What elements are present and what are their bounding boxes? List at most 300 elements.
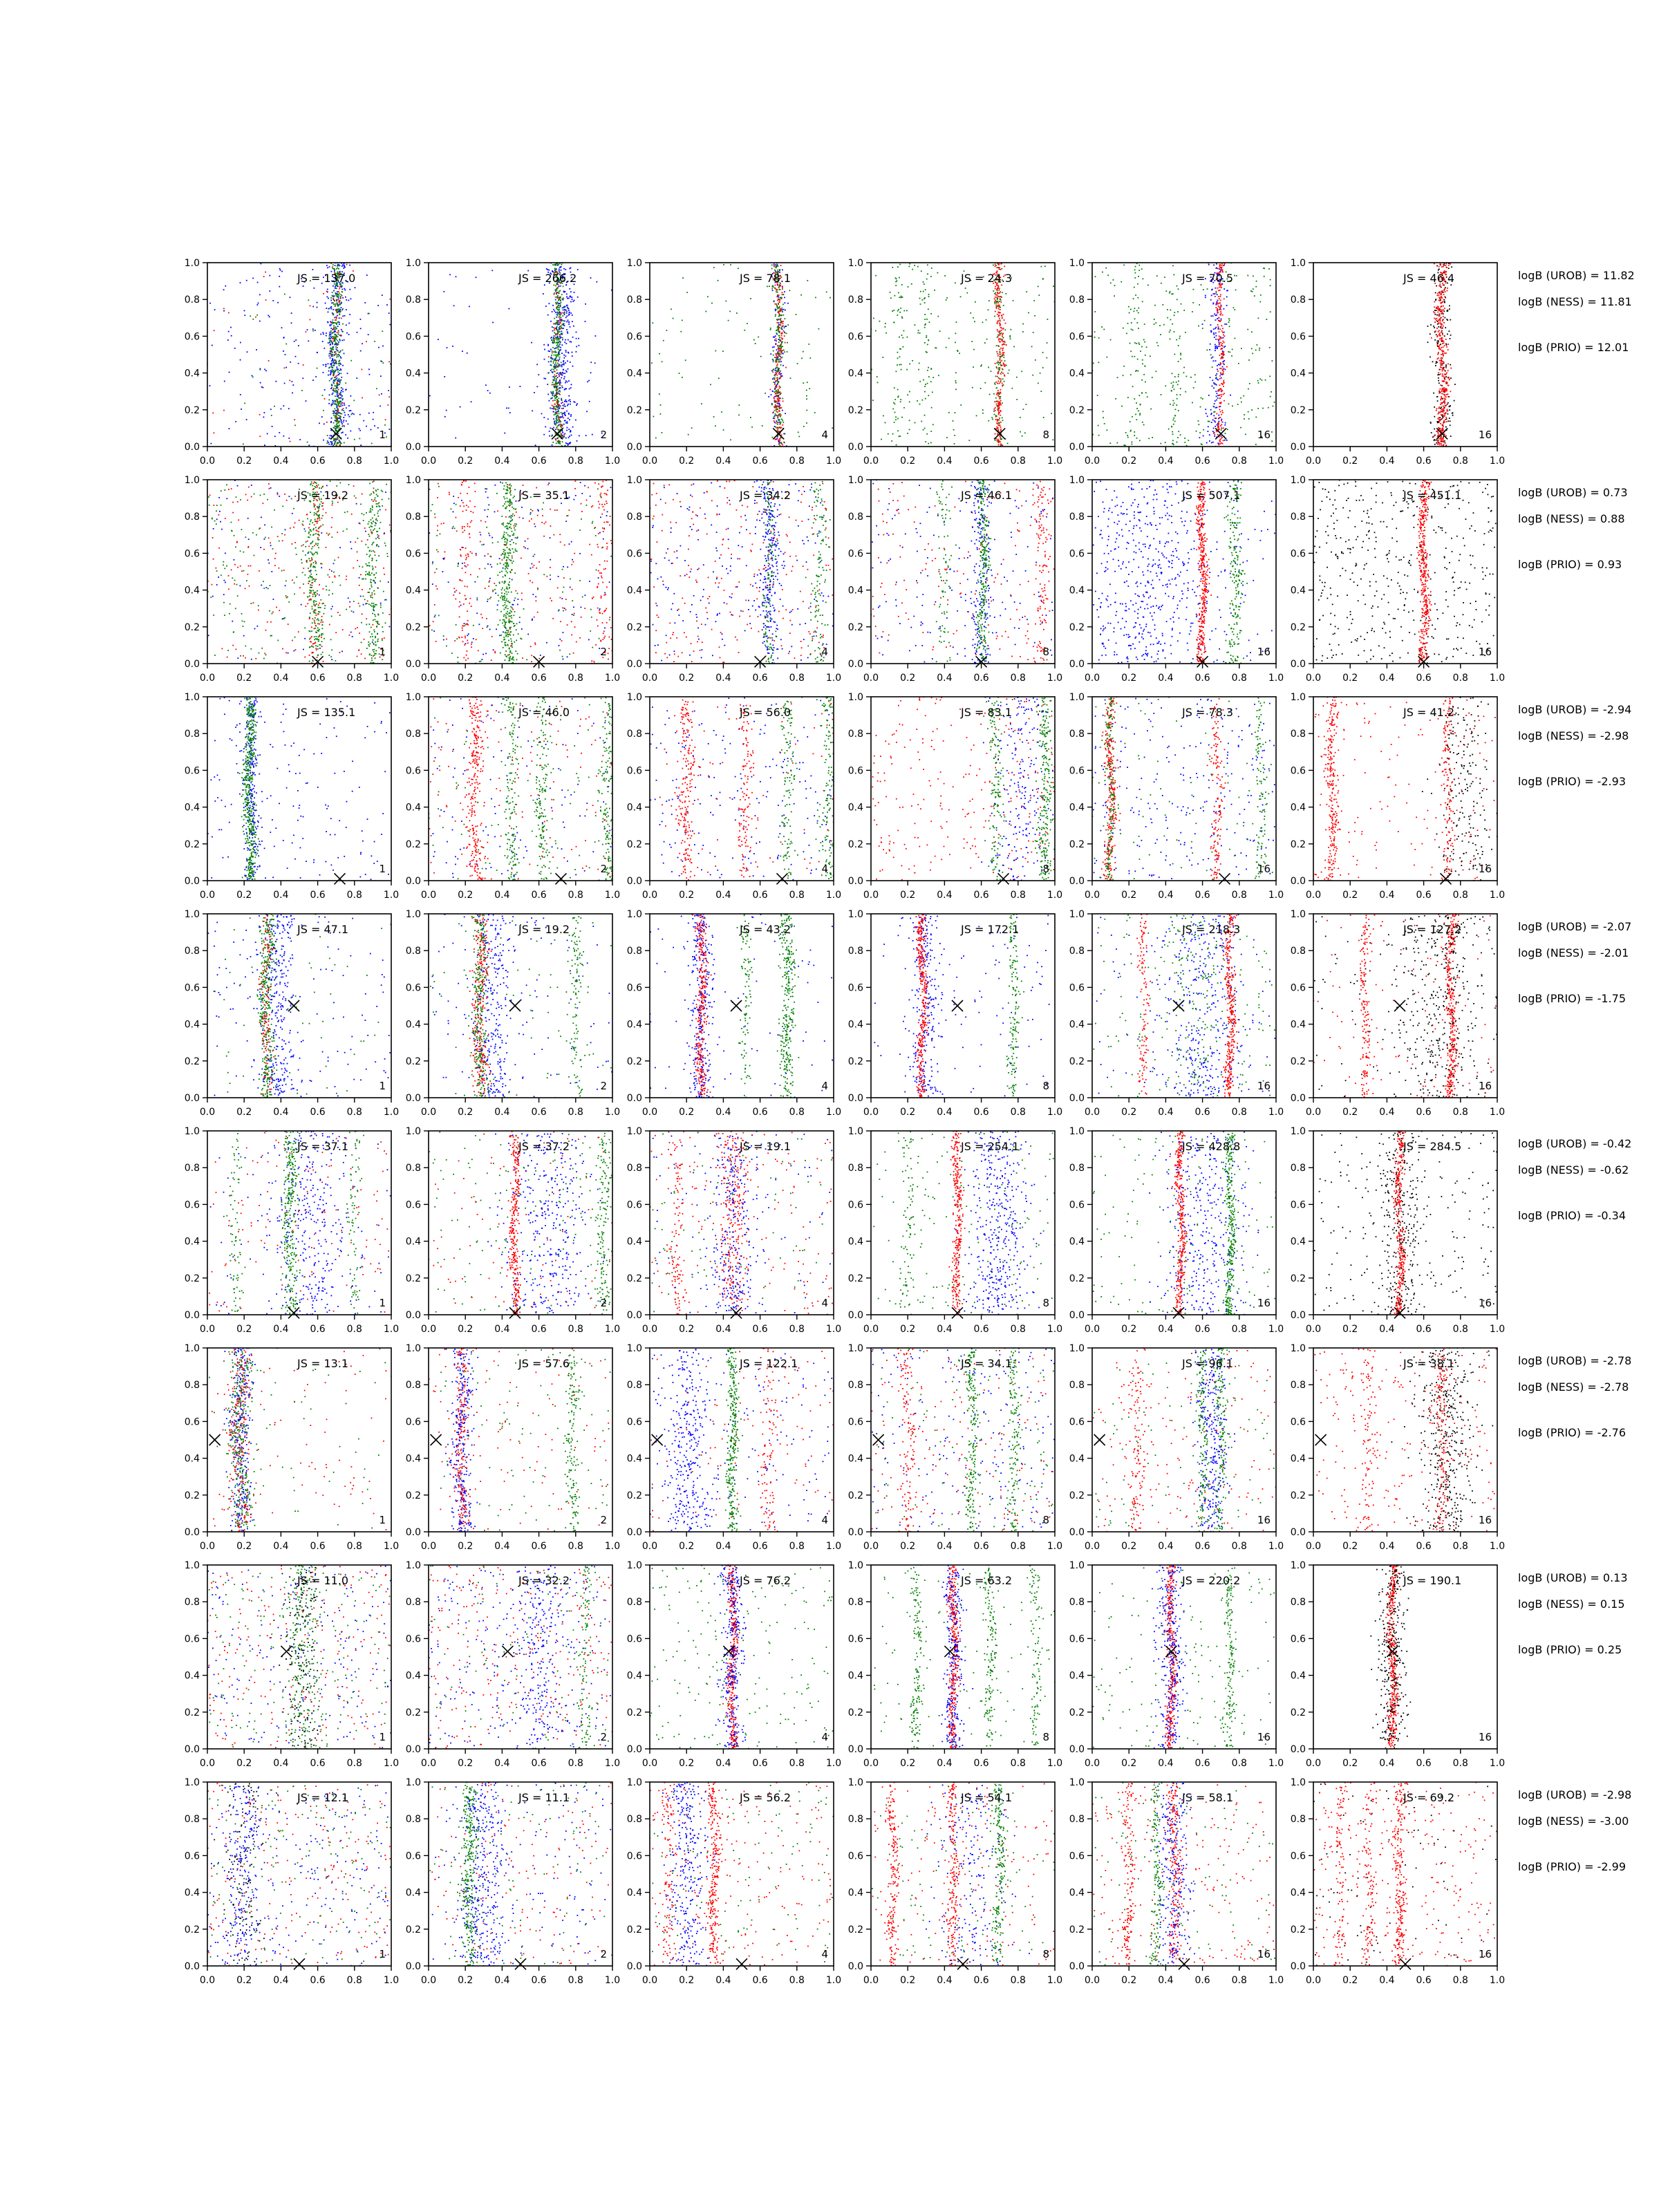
x-tick-label: 1.0 (1268, 456, 1284, 467)
scatter-point (279, 268, 281, 270)
scatter-point (1221, 383, 1222, 384)
scatter-point (1248, 359, 1250, 361)
scatter-point (338, 300, 339, 301)
scatter-point (1205, 409, 1206, 410)
scatter-point (774, 422, 776, 423)
scatter-point (780, 350, 782, 352)
scatter-point (1265, 379, 1266, 381)
scatter-point (388, 396, 390, 397)
scatter-point (1177, 285, 1178, 287)
scatter-point (1215, 422, 1216, 423)
scatter-point (1136, 438, 1138, 439)
scatter-point (1436, 442, 1437, 444)
scatter-point (776, 365, 778, 366)
scatter-point (337, 291, 338, 292)
scatter-point (338, 403, 339, 404)
scatter-point (339, 340, 341, 341)
scatter-point (559, 394, 561, 395)
scatter-point (901, 335, 903, 336)
scatter-point (257, 304, 259, 306)
scatter-point (549, 431, 550, 432)
scatter-point (1042, 352, 1044, 353)
scatter-point (1210, 377, 1211, 378)
scatter-point (557, 315, 559, 316)
scatter-point (1435, 319, 1436, 320)
scatter-point (1228, 321, 1230, 323)
scatter-point (777, 438, 778, 439)
scatter-point (1002, 420, 1004, 421)
scatter-point (363, 420, 364, 422)
scatter-point (927, 344, 928, 346)
scatter-point (342, 398, 344, 400)
scatter-point (993, 265, 994, 266)
scatter-point (773, 286, 774, 288)
scatter-point (362, 343, 363, 344)
scatter-point (777, 393, 778, 394)
scatter-point (345, 290, 346, 291)
scatter-point (775, 357, 776, 358)
x-tick-label: 0.2 (1121, 456, 1136, 467)
scatter-point (883, 415, 884, 417)
scatter-point (549, 435, 550, 437)
scatter-point (1444, 308, 1445, 309)
scatter-point (992, 419, 993, 420)
scatter-point (556, 413, 558, 414)
scatter-point (1430, 333, 1431, 335)
scatter-point (779, 335, 780, 337)
scatter-point (1262, 379, 1263, 381)
scatter-point (776, 355, 777, 356)
scatter-point (1443, 355, 1444, 356)
scatter-point (779, 311, 780, 312)
scatter-point (1219, 406, 1220, 408)
scatter-point (279, 432, 280, 433)
scatter-point (1210, 299, 1212, 301)
scatter-point (988, 309, 989, 310)
scatter-point (548, 362, 550, 363)
scatter-point (555, 397, 556, 399)
scatter-point (337, 315, 338, 317)
scatter-point (1002, 335, 1003, 337)
scatter-point (1441, 396, 1442, 397)
scatter-point (778, 382, 779, 383)
scatter-point (332, 336, 333, 337)
scatter-point (773, 377, 774, 379)
scatter-point (1443, 292, 1444, 293)
scatter-point (1141, 393, 1143, 394)
scatter-point (557, 359, 559, 361)
scatter-point (1447, 288, 1448, 289)
scatter-point (894, 295, 896, 297)
scatter-point (900, 348, 901, 350)
x-tick-label: 0.0 (863, 456, 879, 467)
scatter-point (955, 372, 957, 373)
scatter-point (462, 350, 463, 352)
scatter-point (333, 388, 335, 389)
scatter-point (554, 269, 556, 270)
scatter-point (1435, 440, 1436, 441)
scatter-point (279, 276, 280, 277)
scatter-point (342, 388, 344, 390)
scatter-point (875, 330, 877, 332)
scatter-point (782, 292, 783, 293)
scatter-point (341, 373, 342, 374)
scatter-point (563, 361, 564, 362)
scatter-point (775, 388, 776, 389)
scatter-point (1442, 440, 1443, 442)
scatter-point (301, 390, 303, 391)
scatter-point (341, 420, 342, 422)
scatter-point (562, 333, 563, 335)
scatter-point (345, 389, 346, 391)
scatter-point (559, 388, 560, 389)
scatter-point (368, 313, 370, 315)
scatter-point (1011, 329, 1012, 330)
scatter-point (1167, 309, 1168, 310)
scatter-point (332, 369, 333, 371)
scatter-point (568, 404, 569, 405)
scatter-point (359, 430, 361, 431)
scatter-point (559, 357, 561, 358)
scatter-point (559, 305, 560, 306)
scatter-point (785, 326, 787, 327)
scatter-point (680, 331, 682, 332)
scatter-point (337, 347, 338, 348)
scatter-point (280, 270, 281, 271)
scatter-point (995, 288, 996, 290)
scatter-point (782, 444, 783, 446)
scatter-point (339, 355, 340, 356)
y-tick-label: 0.8 (406, 294, 421, 306)
scatter-point (549, 400, 550, 402)
scatter-point (1443, 420, 1445, 422)
scatter-point (826, 292, 827, 293)
scatter-point (263, 387, 264, 388)
scatter-point (429, 395, 431, 397)
scatter-point (332, 323, 334, 324)
scatter-point (780, 364, 782, 366)
y-tick-label: 0.0 (185, 442, 200, 453)
scatter-point (1211, 330, 1212, 332)
scatter-point (986, 339, 988, 340)
scatter-point (909, 364, 910, 365)
scatter-point (780, 318, 782, 319)
scatter-point (290, 297, 291, 298)
scatter-point (566, 321, 568, 323)
scatter-point (774, 263, 775, 265)
scatter-point (997, 335, 999, 336)
scatter-point (1444, 397, 1445, 399)
scatter-point (327, 268, 328, 269)
scatter-point (563, 406, 565, 407)
scatter-point (290, 362, 291, 363)
scatter-point (341, 387, 342, 388)
scatter-point (1434, 406, 1435, 408)
scatter-point (1000, 429, 1002, 430)
scatter-point (329, 353, 330, 355)
scatter-point (774, 384, 776, 385)
scatter-point (1178, 410, 1179, 411)
scatter-point (337, 390, 338, 391)
scatter-point (1164, 276, 1165, 278)
scatter-point (329, 266, 330, 268)
scatter-point (774, 410, 776, 411)
scatter-point (895, 416, 897, 418)
scatter-point (779, 339, 780, 340)
scatter-point (994, 303, 995, 304)
scatter-point (341, 318, 342, 319)
scatter-point (1221, 377, 1222, 379)
scatter-point (897, 310, 899, 312)
scatter-point (895, 285, 897, 286)
scatter-point (337, 386, 338, 387)
scatter-point (556, 373, 558, 374)
scatter-point (782, 422, 784, 423)
scatter-point (1223, 361, 1224, 362)
scatter-point (1436, 310, 1437, 311)
scatter-point (730, 264, 731, 265)
scatter-point (1442, 312, 1443, 314)
scatter-point (996, 401, 997, 402)
scatter-point (1000, 382, 1001, 383)
y-tick-label: 0.8 (848, 294, 863, 306)
scatter-point (559, 351, 560, 353)
scatter-point (337, 401, 338, 402)
scatter-point (335, 416, 336, 418)
scatter-point (997, 323, 998, 324)
scatter-point (786, 332, 787, 334)
scatter-point (552, 391, 554, 393)
scatter-point (1445, 339, 1447, 340)
scatter-point (1219, 303, 1221, 304)
scatter-point (337, 437, 338, 438)
scatter-point (995, 410, 996, 411)
scatter-point (567, 427, 568, 429)
scatter-point (382, 346, 384, 347)
scatter-point (1143, 424, 1145, 426)
scatter-point (1221, 388, 1222, 390)
scatter-point (336, 318, 337, 319)
scatter-point (775, 335, 776, 337)
scatter-point (1138, 344, 1140, 345)
scatter-point (782, 321, 784, 322)
scatter-point (1442, 438, 1443, 440)
scatter-point (552, 376, 554, 377)
scatter-point (558, 411, 559, 413)
scatter-point (563, 307, 565, 308)
scatter-point (335, 346, 337, 348)
scatter-point (1440, 322, 1441, 324)
x-tick-label: 0.0 (200, 456, 215, 467)
scatter-point (784, 291, 785, 292)
scatter-point (937, 272, 939, 274)
scatter-point (777, 379, 778, 380)
scatter-point (1224, 308, 1225, 310)
scatter-point (800, 294, 802, 296)
scatter-point (1445, 388, 1446, 389)
scatter-point (1158, 345, 1159, 346)
scatter-point (777, 422, 778, 423)
scatter-point (1251, 348, 1253, 349)
scatter-point (337, 433, 339, 434)
scatter-point (547, 315, 549, 316)
scatter-point (323, 333, 324, 335)
scatter-point (332, 302, 334, 303)
scatter-point (325, 303, 326, 304)
scatter-point (563, 355, 565, 356)
scatter-point (552, 359, 553, 360)
scatter-point (567, 332, 568, 334)
scatter-point (995, 407, 996, 409)
scatter-point (1140, 350, 1141, 352)
scatter-point (1438, 307, 1439, 308)
scatter-point (1174, 388, 1175, 390)
scatter-point (1270, 279, 1271, 281)
scatter-point (557, 409, 559, 410)
scatter-point (1009, 335, 1011, 337)
scatter-point (554, 420, 556, 422)
scatter-point (1442, 369, 1443, 371)
x-tick-label: 0.2 (900, 456, 915, 467)
scatter-point (1170, 310, 1171, 311)
scatter-point (332, 354, 333, 355)
scatter-point (1220, 267, 1221, 268)
scatter-point (335, 319, 336, 321)
scatter-point (337, 304, 339, 306)
scatter-point (1441, 398, 1442, 400)
scatter-point (1212, 357, 1214, 358)
scatter-point (360, 328, 362, 329)
scatter-point (1436, 320, 1437, 321)
scatter-point (554, 387, 555, 388)
scatter-point (339, 394, 340, 395)
scatter-point (775, 381, 776, 382)
scatter-point (999, 269, 1000, 270)
scatter-point (995, 440, 996, 441)
scatter-point (1214, 313, 1215, 315)
scatter-point (890, 292, 891, 293)
scatter-point (995, 297, 996, 298)
scatter-point (798, 432, 799, 433)
scatter-point (333, 328, 335, 329)
scatter-point (776, 305, 778, 306)
scatter-point (341, 329, 342, 330)
scatter-point (336, 430, 337, 431)
scatter-point (1210, 414, 1212, 415)
scatter-point (1431, 337, 1432, 339)
scatter-point (780, 386, 781, 388)
scatter-point (782, 288, 783, 290)
scatter-point (1441, 354, 1442, 355)
scatter-point (339, 421, 340, 422)
scatter-point (1229, 326, 1230, 327)
scatter-point (1217, 294, 1218, 295)
scatter-point (577, 403, 578, 404)
scatter-point (902, 337, 903, 339)
scatter-point (334, 268, 335, 270)
scatter-point (554, 414, 555, 415)
scatter-point (753, 339, 755, 341)
scatter-point (1131, 322, 1132, 324)
scatter-point (1446, 411, 1447, 412)
scatter-point (1442, 332, 1443, 334)
scatter-point (230, 327, 232, 328)
scatter-point (560, 285, 561, 287)
scatter-point (555, 322, 556, 324)
scatter-point (777, 364, 778, 365)
scatter-point (335, 379, 336, 381)
scatter-point (559, 311, 560, 312)
scatter-point (909, 263, 910, 265)
scatter-point (1094, 337, 1096, 338)
scatter-point (995, 419, 997, 420)
scatter-point (1132, 330, 1134, 331)
scatter-point (1441, 357, 1443, 359)
scatter-point (777, 424, 778, 425)
x-tick-label: 0.0 (1306, 456, 1321, 467)
scatter-point (556, 348, 557, 349)
scatter-point (556, 303, 557, 305)
scatter-point (265, 370, 267, 371)
scatter-point (1145, 355, 1146, 356)
scatter-point (1259, 378, 1261, 379)
scatter-point (1133, 298, 1134, 299)
scatter-point (1000, 364, 1002, 366)
scatter-point (214, 432, 215, 433)
scatter-point (1435, 299, 1436, 300)
scatter-point (1002, 373, 1004, 374)
x-tick-label: 0.8 (1453, 456, 1468, 467)
scatter-point (780, 297, 782, 299)
scatter-point (551, 339, 552, 341)
scatter-point (772, 359, 774, 360)
scatter-point (337, 379, 338, 381)
scatter-point (328, 400, 330, 401)
scatter-point (1216, 346, 1217, 347)
scatter-point (558, 410, 559, 411)
scatter-point (1221, 345, 1222, 346)
scatter-point (323, 364, 324, 366)
scatter-point (1430, 324, 1432, 326)
scatter-point (1443, 326, 1444, 327)
scatter-point (541, 413, 543, 415)
scatter-point (1006, 365, 1007, 366)
scatter-point (317, 302, 318, 303)
scatter-point (1237, 404, 1239, 405)
scatter-point (564, 314, 565, 315)
scatter-point (1145, 382, 1146, 383)
scatter-point (1221, 419, 1222, 420)
scatter-point (334, 411, 335, 413)
scatter-point (1447, 420, 1449, 422)
scatter-point (928, 376, 930, 377)
scatter-point (1219, 375, 1221, 377)
scatter-point (1440, 384, 1441, 386)
scatter-point (923, 429, 924, 431)
scatter-point (1138, 371, 1139, 372)
scatter-point (1454, 400, 1455, 402)
scatter-point (346, 324, 347, 326)
scatter-point (1440, 369, 1441, 371)
scatter-point (337, 394, 338, 395)
scatter-point (955, 342, 956, 344)
scatter-point (335, 388, 337, 390)
scatter-point (389, 429, 391, 430)
scatter-point (574, 292, 575, 293)
scatter-point (1173, 424, 1174, 425)
scatter-point (1253, 288, 1254, 290)
scatter-point (1217, 324, 1219, 326)
